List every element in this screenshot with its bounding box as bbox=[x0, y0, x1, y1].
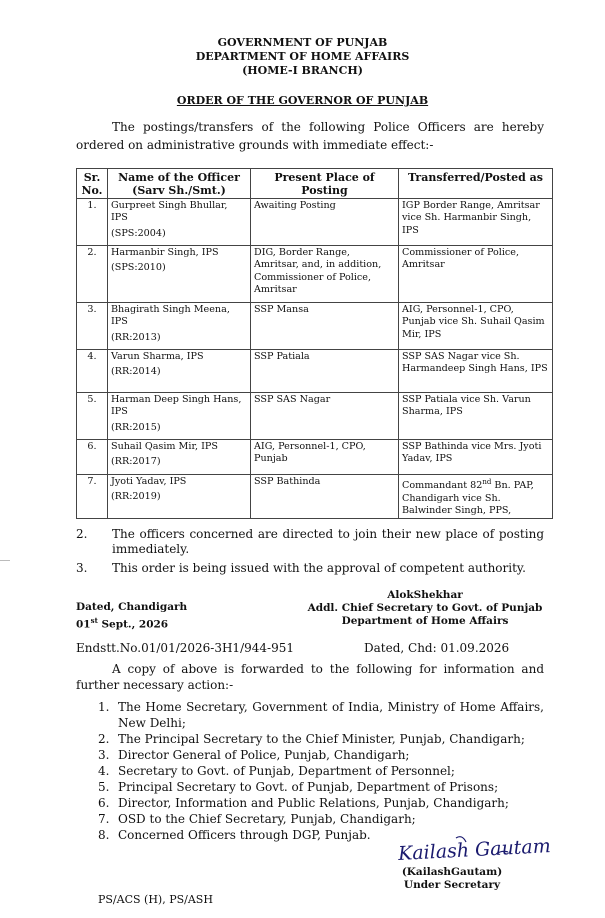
list-text: The Principal Secretary to the Chief Minister, Punjab, Chandigarh; bbox=[118, 732, 525, 746]
undersigned-name: (KailashGautam) bbox=[401, 866, 503, 878]
officer-name: Suhail Qasim Mir, IPS bbox=[111, 441, 218, 452]
row-sr: 3. bbox=[77, 303, 108, 350]
signatory-name: AlokShekhar bbox=[387, 589, 463, 601]
point-text: This order is being issued with the approval of competent authority. bbox=[112, 561, 526, 575]
row-transferred: Commissioner of Police, Amritsar bbox=[399, 246, 553, 303]
officer-code: (SPS:2004) bbox=[111, 227, 166, 239]
intro-paragraph: The postings/transfers of the following Police Officers are hereby ordered on administrative grounds with immediate effect:- bbox=[76, 120, 544, 152]
point-text: The officers concerned are directed to join their new place of posting immediately. bbox=[112, 527, 544, 556]
list-number: 8. bbox=[98, 828, 110, 842]
header-line-3: (HOME-I BRANCH) bbox=[242, 64, 363, 77]
dated-date-post: Sept., 2026 bbox=[97, 618, 169, 631]
list-item bbox=[98, 699, 544, 731]
row-sr: 5. bbox=[77, 393, 108, 440]
signatory-title-2: Department of Home Affairs bbox=[341, 615, 509, 627]
row-transferred: SSP SAS Nagar vice Sh. Harmandeep Singh Hans, IPS bbox=[399, 350, 553, 393]
row-sr: 6. bbox=[77, 440, 108, 475]
table-row bbox=[77, 350, 553, 393]
row-sr: 2. bbox=[77, 246, 108, 303]
list-number: 2. bbox=[98, 732, 110, 746]
dated-place: Dated, Chandigarh bbox=[76, 601, 188, 613]
officer-code: (RR:2015) bbox=[111, 421, 161, 433]
row-present: DIG, Border Range, Amritsar, and, in addition, Commissioner of Police, Amritsar bbox=[251, 246, 399, 303]
officer-name: Bhagirath Singh Meena, IPS bbox=[111, 304, 230, 328]
row-officer bbox=[108, 199, 251, 246]
copy-intro: A copy of above is forwarded to the following for information and further necessary action:- bbox=[76, 662, 544, 692]
point-number: 2. bbox=[76, 527, 88, 541]
table-row bbox=[77, 246, 553, 303]
row-present: SSP SAS Nagar bbox=[251, 393, 399, 440]
point-item bbox=[76, 527, 544, 559]
row-officer bbox=[108, 440, 251, 475]
endorsement-number: Endstt.No.01/01/2026-3H1/944-951 bbox=[76, 641, 294, 655]
row-transferred: IGP Border Range, Amritsar vice Sh. Harmanbir Singh, IPS bbox=[399, 199, 553, 246]
list-text: Director General of Police, Punjab, Chandigarh; bbox=[118, 748, 410, 762]
list-number: 4. bbox=[98, 764, 110, 778]
row-officer bbox=[108, 246, 251, 303]
list-number: 7. bbox=[98, 812, 110, 826]
officer-code: (RR:2013) bbox=[111, 331, 161, 343]
transferred-sup: nd bbox=[482, 478, 492, 486]
row-present: AIG, Personnel-1, CPO, Punjab bbox=[251, 440, 399, 475]
officer-name: Harmanbir Singh, IPS bbox=[111, 247, 219, 258]
signatory-block bbox=[300, 589, 550, 628]
table-header-row bbox=[77, 169, 553, 199]
transferred-post: Bn. PAP, Chandigarh vice Sh. Balwinder Singh, PPS, bbox=[402, 480, 534, 516]
row-transferred bbox=[399, 475, 553, 519]
point-item bbox=[76, 561, 544, 577]
dated-date-pre: 01 bbox=[76, 618, 91, 631]
officer-code: (RR:2019) bbox=[111, 491, 161, 503]
list-number: 5. bbox=[98, 780, 110, 794]
row-transferred: SSP Bathinda vice Mrs. Jyoti Yadav, IPS bbox=[399, 440, 553, 475]
handwritten-signature bbox=[396, 830, 552, 868]
col-header-present: Present Place of Posting bbox=[251, 169, 399, 199]
table-row bbox=[77, 393, 553, 440]
row-present: Awaiting Posting bbox=[251, 199, 399, 246]
officer-code: (RR:2014) bbox=[111, 366, 161, 378]
endorsement-date: Dated, Chd: 01.09.2026 bbox=[364, 641, 510, 655]
list-text: Concerned Officers through DGP, Punjab. bbox=[118, 828, 371, 842]
table-row bbox=[77, 303, 553, 350]
row-present: SSP Patiala bbox=[251, 350, 399, 393]
officer-name: Gurpreet Singh Bhullar, IPS bbox=[111, 200, 228, 224]
row-officer bbox=[108, 475, 251, 519]
row-officer bbox=[108, 350, 251, 393]
list-text: Principal Secretary to Govt. of Punjab, Department of Prisons; bbox=[118, 780, 499, 794]
undersigned-title: Under Secretary bbox=[403, 879, 501, 891]
col-header-sr: Sr. No. bbox=[77, 169, 108, 199]
list-text: The Home Secretary, Government of India, Ministry of Home Affairs, New Delhi; bbox=[118, 700, 544, 730]
col-header-name: Name of the Officer (Sarv Sh./Smt.) bbox=[108, 169, 251, 199]
dated-date bbox=[76, 614, 168, 632]
row-transferred: SSP Patiala vice Sh. Varun Sharma, IPS bbox=[399, 393, 553, 440]
footer-distribution: PS/ACS (H), PS/ASH bbox=[98, 893, 213, 906]
table-row bbox=[77, 440, 553, 475]
list-number: 6. bbox=[98, 796, 110, 810]
officer-name: Harman Deep Singh Hans, IPS bbox=[111, 394, 242, 418]
header-line-2: DEPARTMENT OF HOME AFFAIRS bbox=[195, 50, 410, 63]
officer-code: (RR:2017) bbox=[111, 456, 161, 468]
list-number: 3. bbox=[98, 748, 110, 762]
table-row bbox=[77, 475, 553, 519]
order-title: ORDER OF THE GOVERNOR OF PUNJAB bbox=[176, 94, 429, 107]
row-present: SSP Mansa bbox=[251, 303, 399, 350]
signature-text: Kailash Gautam bbox=[397, 835, 552, 866]
row-present: SSP Bathinda bbox=[251, 475, 399, 519]
postings-table bbox=[76, 168, 553, 519]
transferred-pre: Commandant 82 bbox=[402, 480, 483, 492]
row-sr: 1. bbox=[77, 199, 108, 246]
row-officer bbox=[108, 303, 251, 350]
row-sr: 4. bbox=[77, 350, 108, 393]
page-edge-mark bbox=[0, 560, 10, 561]
header-line-1: GOVERNMENT OF PUNJAB bbox=[217, 36, 388, 49]
officer-name: Varun Sharma, IPS bbox=[111, 351, 204, 362]
officer-code: (SPS:2010) bbox=[111, 262, 166, 274]
row-transferred: AIG, Personnel-1, CPO, Punjab vice Sh. Suhail Qasim Mir, IPS bbox=[399, 303, 553, 350]
dated-date-sup: st bbox=[90, 616, 98, 625]
table-row bbox=[77, 199, 553, 246]
officer-name: Jyoti Yadav, IPS bbox=[111, 476, 187, 487]
point-number: 3. bbox=[76, 561, 88, 575]
col-header-transferred: Transferred/Posted as bbox=[399, 169, 553, 199]
list-text: OSD to the Chief Secretary, Punjab, Chandigarh; bbox=[118, 812, 416, 826]
row-officer bbox=[108, 393, 251, 440]
list-text: Director, Information and Public Relations, Punjab, Chandigarh; bbox=[118, 796, 509, 810]
list-text: Secretary to Govt. of Punjab, Department of Personnel; bbox=[118, 764, 455, 778]
signatory-title-1: Addl. Chief Secretary to Govt. of Punjab bbox=[307, 602, 543, 614]
row-sr: 7. bbox=[77, 475, 108, 519]
list-number: 1. bbox=[98, 700, 110, 714]
